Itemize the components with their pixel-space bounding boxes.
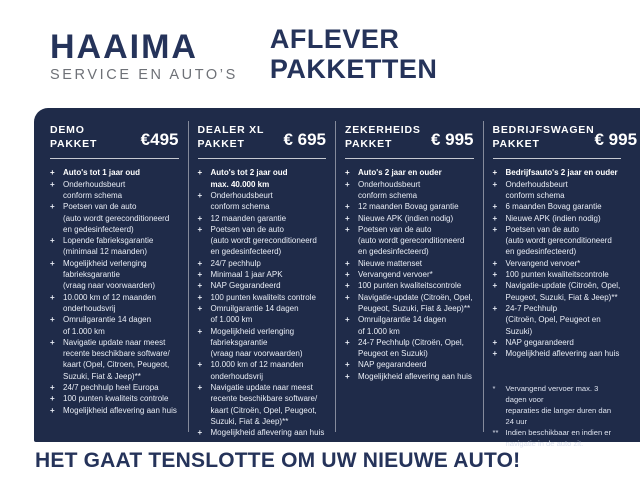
footnote xyxy=(493,383,622,427)
package-title xyxy=(493,123,595,151)
feature-line: Poetsen van de auto xyxy=(210,224,284,234)
package-header xyxy=(198,123,327,151)
feature-line: NAP Gegarandeerd xyxy=(210,281,281,291)
feature-line: NAP gegarandeerd xyxy=(505,337,574,347)
plus-marker: + xyxy=(492,270,498,280)
package-header xyxy=(492,123,638,151)
feature-line: 12 maanden garantie xyxy=(210,213,287,223)
feature-line: Navigatie-update (Citroën, Opel, xyxy=(505,281,621,291)
feature-line: Mogelijkheid aflevering aan huis xyxy=(63,405,177,415)
plus-marker: + xyxy=(197,213,203,223)
plus-marker: + xyxy=(345,270,350,280)
feature-item xyxy=(198,427,327,438)
feature-list xyxy=(50,167,179,416)
package-title xyxy=(50,123,97,151)
feature-item xyxy=(198,213,327,224)
feature-item xyxy=(198,190,327,213)
plus-marker: + xyxy=(197,258,203,268)
plus-marker: + xyxy=(197,360,203,370)
feature-list xyxy=(198,167,327,438)
package-price: € 995 xyxy=(594,130,638,150)
feature-line: Peugeot en Suzuki) xyxy=(358,349,428,359)
feature-line: Bedrijfsauto's 2 jaar en ouder xyxy=(505,168,618,178)
feature-item xyxy=(345,179,474,202)
feature-line: fabrieksgarantie xyxy=(63,270,120,280)
feature-item xyxy=(345,167,474,178)
feature-list xyxy=(493,167,622,359)
feature-line: 6 maanden Bovag garantie xyxy=(505,202,602,212)
feature-line: Onderhoudsbeurt xyxy=(210,190,273,200)
feature-line: en gedesinfecteerd) xyxy=(63,224,134,234)
feature-item xyxy=(493,303,622,337)
feature-line: 10.000 km of 12 maanden xyxy=(63,292,156,302)
feature-line: conform schema xyxy=(63,190,123,200)
plus-marker: + xyxy=(197,382,203,392)
feature-line: of 1.000 km xyxy=(358,326,400,336)
feature-item xyxy=(493,258,622,269)
feature-item xyxy=(198,382,327,427)
feature-line: of 1.000 km xyxy=(210,315,253,325)
feature-line: conform schema xyxy=(210,202,270,212)
feature-item xyxy=(493,280,622,303)
header-divider xyxy=(493,158,622,159)
feature-line: 100 punten kwaliteitscontrole xyxy=(358,281,462,291)
feature-line: Mogelijkheid verlenging xyxy=(63,258,147,268)
footnote-line: reparaties die langer duren dan 24 uur xyxy=(505,406,612,427)
plus-marker: + xyxy=(492,258,498,268)
plus-marker: + xyxy=(345,213,350,223)
feature-line: Navigatie update naar meest xyxy=(210,382,313,392)
header-divider xyxy=(198,158,327,159)
feature-line: Suzuki, Fiat & Jeep)** xyxy=(210,416,289,426)
feature-item xyxy=(345,280,474,291)
plus-marker: + xyxy=(492,168,498,178)
plus-marker: + xyxy=(345,281,350,291)
feature-item xyxy=(198,167,327,190)
feature-line: (vraag naar voorwaarden) xyxy=(63,281,156,291)
feature-line: en gedesinfecteerd) xyxy=(505,247,577,257)
plus-marker: + xyxy=(345,179,350,189)
package-title-line2: PAKKET xyxy=(50,138,98,151)
package-title-line1: ZEKERHEIDS xyxy=(345,124,421,136)
feature-line: onderhoudsvrij xyxy=(63,303,116,313)
footnote xyxy=(493,427,622,449)
feature-item xyxy=(198,224,327,258)
feature-line: Mogelijkheid aflevering aan huis xyxy=(358,371,472,381)
feature-line: 100 punten kwaliteits controle xyxy=(210,292,316,302)
feature-item xyxy=(50,393,179,404)
feature-item xyxy=(50,201,179,235)
feature-item xyxy=(50,167,179,178)
header-divider xyxy=(50,158,179,159)
plus-marker: + xyxy=(197,292,203,302)
plus-marker: + xyxy=(50,337,55,347)
plus-marker: + xyxy=(197,190,203,200)
plus-marker: + xyxy=(50,202,55,212)
plus-marker: + xyxy=(197,168,203,178)
logo-subtitle: SERVICE EN AUTO’S xyxy=(50,67,238,83)
plus-marker: + xyxy=(50,405,55,415)
feature-line: 24/7 pechhulp heel Europa xyxy=(63,382,159,392)
feature-line: Mogelijkheid aflevering aan huis xyxy=(210,428,325,438)
package-price: € 695 xyxy=(283,130,326,150)
feature-line: (auto wordt gereconditioneerd xyxy=(358,236,465,246)
footnote-marker: * xyxy=(492,384,496,394)
plus-marker: + xyxy=(492,303,498,313)
feature-line: max. 40.000 km xyxy=(210,179,270,189)
feature-item xyxy=(345,224,474,258)
feature-item xyxy=(50,258,179,292)
plus-marker: + xyxy=(492,213,498,223)
feature-line: Suzuki, Fiat & Jeep)** xyxy=(63,371,141,381)
feature-line: Poetsen van de auto xyxy=(358,224,432,234)
feature-line: Navigatie-update (Citroën, Opel, xyxy=(358,292,473,302)
package-title-line2: PAKKET xyxy=(492,138,540,151)
feature-item xyxy=(493,213,622,224)
feature-item xyxy=(198,269,327,280)
feature-line: onderhoudsvrij xyxy=(210,371,263,381)
plus-marker: + xyxy=(345,292,350,302)
feature-line: NAP gegarandeerd xyxy=(358,360,427,370)
package-price: €495 xyxy=(140,130,179,150)
feature-line: recente beschikbare software/ xyxy=(210,394,318,404)
feature-item xyxy=(50,179,179,202)
feature-line: Omruilgarantie 14 dagen xyxy=(63,315,152,325)
feature-line: Minimaal 1 jaar APK xyxy=(210,270,283,280)
feature-line: (auto wordt gereconditioneerd xyxy=(210,236,317,246)
feature-line: Omruilgarantie 14 dagen xyxy=(358,315,447,325)
plus-marker: + xyxy=(345,168,350,178)
feature-line: Onderhoudsbeurt xyxy=(358,179,421,189)
package-title-line1: BEDRIJFSWAGEN xyxy=(492,124,595,136)
feature-line: kaart (Opel, Citroen, Peugeot, xyxy=(63,360,170,370)
plus-marker: + xyxy=(345,337,350,347)
feature-line: 24/7 pechhulp xyxy=(210,258,261,268)
feature-line: 12 maanden Bovag garantie xyxy=(358,202,459,212)
feature-line: 100 punten kwaliteitscontrole xyxy=(505,270,609,280)
package-column-2 xyxy=(188,121,336,438)
package-title-line1: DEMO xyxy=(50,124,85,136)
header xyxy=(0,0,640,108)
feature-item xyxy=(50,382,179,393)
plus-marker: + xyxy=(50,168,55,178)
feature-item xyxy=(493,167,622,178)
feature-line: Poetsen van de auto xyxy=(505,224,579,234)
plus-marker: + xyxy=(345,224,350,234)
plus-marker: + xyxy=(197,303,203,313)
feature-item xyxy=(198,326,327,360)
package-title-line1: DEALER XL xyxy=(197,124,265,136)
feature-line: Navigatie update naar meest xyxy=(63,337,166,347)
package-header xyxy=(50,123,179,151)
feature-item xyxy=(493,337,622,348)
feature-item xyxy=(198,359,327,382)
plus-marker: + xyxy=(50,258,55,268)
logo xyxy=(50,30,238,83)
plus-marker: + xyxy=(345,371,350,381)
feature-line: Auto's 2 jaar en ouder xyxy=(358,168,442,178)
feature-line: en gedesinfecteerd) xyxy=(358,247,429,257)
feature-line: Nieuwe APK (indien nodig) xyxy=(358,213,454,223)
feature-item xyxy=(50,405,179,416)
package-title-line2: PAKKET xyxy=(345,138,393,151)
feature-line: 100 punten kwaliteits controle xyxy=(63,394,169,404)
feature-item xyxy=(345,337,474,360)
feature-line: 10.000 km of 12 maanden xyxy=(210,360,304,370)
feature-line: recente beschikbare software/ xyxy=(63,349,170,359)
package-column-3 xyxy=(335,121,483,432)
feature-line: (Citroën, Opel, Peugeot en Suzuki) xyxy=(505,315,601,336)
feature-line: 24-7 Pechhulp (Citroën, Opel, xyxy=(358,337,464,347)
feature-line: kaart (Citroën, Opel, Peugeot, xyxy=(210,405,317,415)
plus-marker: + xyxy=(345,258,350,268)
feature-item xyxy=(345,213,474,224)
feature-item xyxy=(345,314,474,337)
page-title-line1: AFLEVER xyxy=(269,24,400,54)
plus-marker: + xyxy=(197,428,203,438)
footer-tagline: HET GAAT TENSLOTTE OM UW NIEUWE AUTO! xyxy=(35,449,521,472)
feature-line: (auto wordt gereconditioneerd xyxy=(63,213,170,223)
feature-item xyxy=(345,371,474,382)
feature-line: Lopende fabrieksgarantie xyxy=(63,236,154,246)
feature-item xyxy=(198,303,327,326)
feature-line: Auto's tot 1 jaar oud xyxy=(63,168,141,178)
plus-marker: + xyxy=(492,202,498,212)
footnotes xyxy=(493,383,622,449)
feature-item xyxy=(50,337,179,382)
plus-marker: + xyxy=(50,179,55,189)
feature-line: (vraag naar voorwaarden) xyxy=(210,349,303,359)
plus-marker: + xyxy=(50,236,55,246)
packages-panel xyxy=(34,108,640,449)
feature-item xyxy=(198,280,327,291)
plus-marker: + xyxy=(345,360,350,370)
feature-line: fabrieksgarantie xyxy=(210,337,268,347)
package-price: € 995 xyxy=(430,130,474,150)
feature-line: Omruilgarantie 14 dagen xyxy=(210,303,299,313)
feature-line: Peugeot, Suzuki, Fiat & Jeep)** xyxy=(505,292,618,302)
feature-line: Poetsen van de auto xyxy=(63,202,137,212)
feature-item xyxy=(345,201,474,212)
plus-marker: + xyxy=(197,281,203,291)
plus-marker: + xyxy=(50,382,55,392)
plus-marker: + xyxy=(492,337,498,347)
feature-line: Mogelijkheid aflevering aan huis xyxy=(505,349,620,359)
feature-item xyxy=(493,201,622,212)
plus-marker: + xyxy=(492,224,498,234)
package-column-4 xyxy=(483,121,638,449)
feature-list xyxy=(345,167,474,382)
package-column-1 xyxy=(50,121,188,432)
feature-item xyxy=(198,258,327,269)
plus-marker: + xyxy=(492,281,498,291)
feature-item xyxy=(345,269,474,280)
plus-marker: + xyxy=(50,315,55,325)
plus-marker: + xyxy=(345,315,350,325)
feature-line: conform schema xyxy=(505,190,565,200)
footnote-line: Indien beschikbaar en indien er xyxy=(505,428,612,438)
feature-line: Onderhoudsbeurt xyxy=(63,179,126,189)
page-title xyxy=(270,24,438,84)
package-title-line2: PAKKET xyxy=(197,138,245,151)
feature-item xyxy=(198,292,327,303)
feature-item xyxy=(50,235,179,258)
feature-item xyxy=(50,314,179,337)
feature-line: en gedesinfecteerd) xyxy=(210,247,282,257)
plus-marker: + xyxy=(197,224,203,234)
footnote-line: navigatie in de auto zit. xyxy=(505,439,584,449)
feature-line: Nieuwe APK (indien nodig) xyxy=(505,213,601,223)
feature-line: (minimaal 12 maanden) xyxy=(63,247,148,257)
feature-item xyxy=(50,292,179,315)
feature-line: Vervangend vervoer* xyxy=(358,270,433,280)
header-divider xyxy=(345,158,474,159)
feature-item xyxy=(493,348,622,359)
feature-item xyxy=(493,224,622,258)
feature-line: 24-7 Pechhulp xyxy=(505,303,558,313)
feature-line: Nieuwe mattenset xyxy=(358,258,423,268)
feature-line: (auto wordt gereconditioneerd xyxy=(505,236,612,246)
feature-item xyxy=(345,258,474,269)
plus-marker: + xyxy=(492,179,498,189)
plus-marker: + xyxy=(345,202,350,212)
plus-marker: + xyxy=(197,326,203,336)
package-header xyxy=(345,123,474,151)
package-title xyxy=(345,123,421,151)
footnote-line: Vervangend vervoer max. 3 dagen voor xyxy=(505,384,599,405)
logo-name: HAAIMA xyxy=(50,28,198,66)
feature-line: Vervangend vervoer* xyxy=(505,258,581,268)
feature-line: Mogelijkheid verlenging xyxy=(210,326,295,336)
feature-line: Onderhoudsbeurt xyxy=(505,179,568,189)
feature-item xyxy=(345,359,474,370)
page-title-line2: PAKKETTEN xyxy=(269,54,438,85)
plus-marker: + xyxy=(492,349,498,359)
feature-line: Peugeot, Suzuki, Fiat & Jeep)** xyxy=(358,303,471,313)
package-title xyxy=(198,123,265,151)
plus-marker: + xyxy=(197,270,203,280)
plus-marker: + xyxy=(50,292,55,302)
feature-item xyxy=(345,292,474,315)
feature-line: Auto's tot 2 jaar oud xyxy=(210,168,288,178)
feature-line: conform schema xyxy=(358,190,418,200)
feature-line: of 1.000 km xyxy=(63,326,105,336)
footnote-marker: ** xyxy=(492,428,499,438)
plus-marker: + xyxy=(50,394,55,404)
feature-item xyxy=(493,269,622,280)
feature-item xyxy=(493,179,622,202)
